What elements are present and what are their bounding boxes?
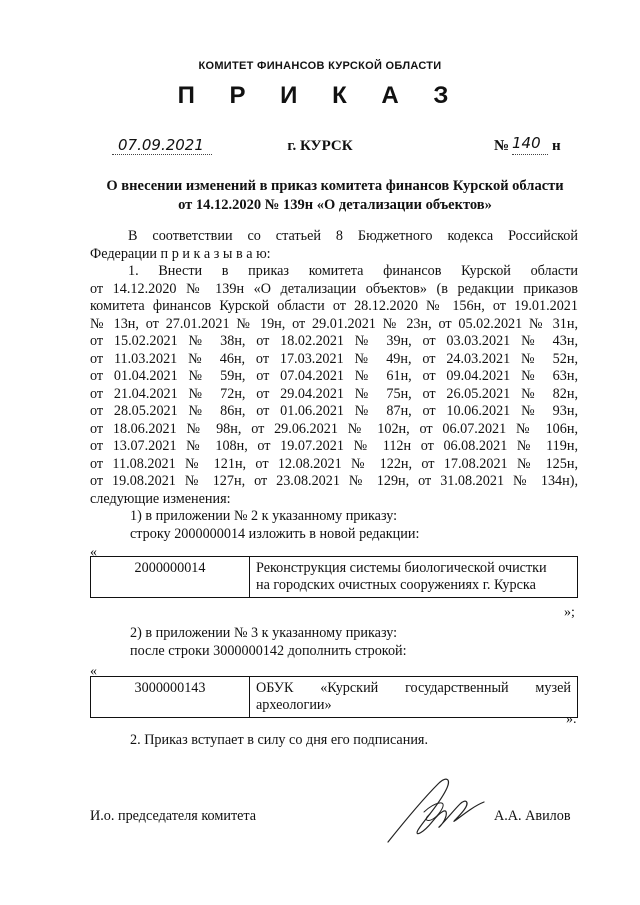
table1-text [250, 557, 578, 598]
document-number: 140 [512, 134, 541, 152]
table1-code: 2000000014 [91, 557, 250, 598]
table2 [90, 676, 578, 718]
item1-line: от 15.02.2021 № 38н, от 18.02.2021 № 39н, от 03.03.2021 № 43н, [90, 333, 578, 349]
table2-close-quote: ». [566, 712, 577, 727]
signatory-role: И.о. председателя комитета [90, 808, 257, 824]
document-subject [90, 177, 580, 215]
document-city: г. КУРСК [287, 138, 353, 154]
preamble-line: В соответствии со статьей 8 Бюджетного кодекса Российской [128, 228, 578, 244]
subject-line-2: от 14.12.2020 № 139н «О детализации объектов» [178, 197, 492, 213]
number-underline [512, 154, 548, 155]
item1-line: 1. Внести в приказ комитета финансов Курской области [128, 263, 578, 279]
item1-line: от 13.07.2021 № 108н, от 19.07.2021 № 112н от 06.08.2021 № 119н, [90, 438, 578, 454]
subitem1-line: 1) в приложении № 2 к указанному приказу: [130, 508, 398, 524]
table1 [90, 556, 578, 598]
item1-line: от 14.12.2020 № 139н «О детализации объектов» (в редакции приказов [90, 280, 578, 297]
table1-open-quote: « [90, 545, 97, 560]
subitem1-line: строку 2000000014 изложить в новой редакции: [130, 525, 420, 542]
table2-open-quote: « [90, 664, 97, 679]
table1-text-line: на городских очистных сооружениях г. Курска [256, 577, 536, 593]
table2-text-line: археологии» [256, 697, 332, 713]
subject-line-1: О внесении изменений в приказ комитета финансов Курской области [106, 178, 564, 194]
preamble-line: Федерации п р и к а з ы в а ю: [90, 245, 271, 262]
number-suffix: н [552, 138, 561, 154]
item1-line: следующие изменения: [90, 490, 231, 507]
subitem2-line: после строки 3000000142 дополнить строкой: [130, 643, 407, 659]
table2-text [250, 677, 578, 718]
final-item: 2. Приказ вступает в силу со дня его подписания. [130, 732, 428, 748]
item1-line: от 11.03.2021 № 46н, от 17.03.2021 № 49н, от 24.03.2021 № 52н, [90, 350, 578, 367]
item1-line: от 28.05.2021 № 86н, от 01.06.2021 № 87н, от 10.06.2021 № 93н, [90, 403, 578, 419]
table1-text-line: Реконструкция системы биологической очистки [256, 560, 547, 576]
table-row [91, 557, 578, 598]
number-label: № [494, 138, 510, 154]
subitem2-line: 2) в приложении № 3 к указанному приказу: [130, 625, 398, 641]
document-title: П Р И К А З [177, 82, 463, 109]
item1-line: от 21.04.2021 № 72н, от 29.04.2021 № 75н, от 26.05.2021 № 82н, [90, 385, 578, 402]
item1-line: № 13н, от 27.01.2021 № 19н, от 29.01.2021 № 23н, от 05.02.2021 № 31н, [90, 315, 578, 332]
item1-line: от 11.08.2021 № 121н, от 12.08.2021 № 122н, от 17.08.2021 № 125н, [90, 455, 578, 472]
organization-name: КОМИТЕТ ФИНАНСОВ КУРСКОЙ ОБЛАСТИ [198, 60, 442, 72]
signatory-name: А.А. Авилов [494, 808, 571, 824]
item1-line: от 18.06.2021 № 98н, от 29.06.2021 № 102н, от 06.07.2021 № 106н, [90, 420, 578, 437]
item1-line: от 01.04.2021 № 59н, от 07.04.2021 № 61н, от 09.04.2021 № 63н, [90, 368, 578, 384]
item1-line: комитета финансов Курской области от 28.12.2020 № 156н, от 19.01.2021 [90, 298, 578, 314]
document-body [90, 228, 578, 543]
document-date: 07.09.2021 [118, 136, 204, 154]
table2-code: 3000000143 [91, 677, 250, 718]
table2-text-line: ОБУК «Курский государственный музей [256, 680, 571, 696]
table-row [91, 677, 578, 718]
table1-close-quote: »; [564, 605, 575, 620]
item1-line: от 19.08.2021 № 127н, от 23.08.2021 № 129н, от 31.08.2021 № 134н), [90, 473, 578, 489]
handwritten-signature [380, 772, 490, 847]
